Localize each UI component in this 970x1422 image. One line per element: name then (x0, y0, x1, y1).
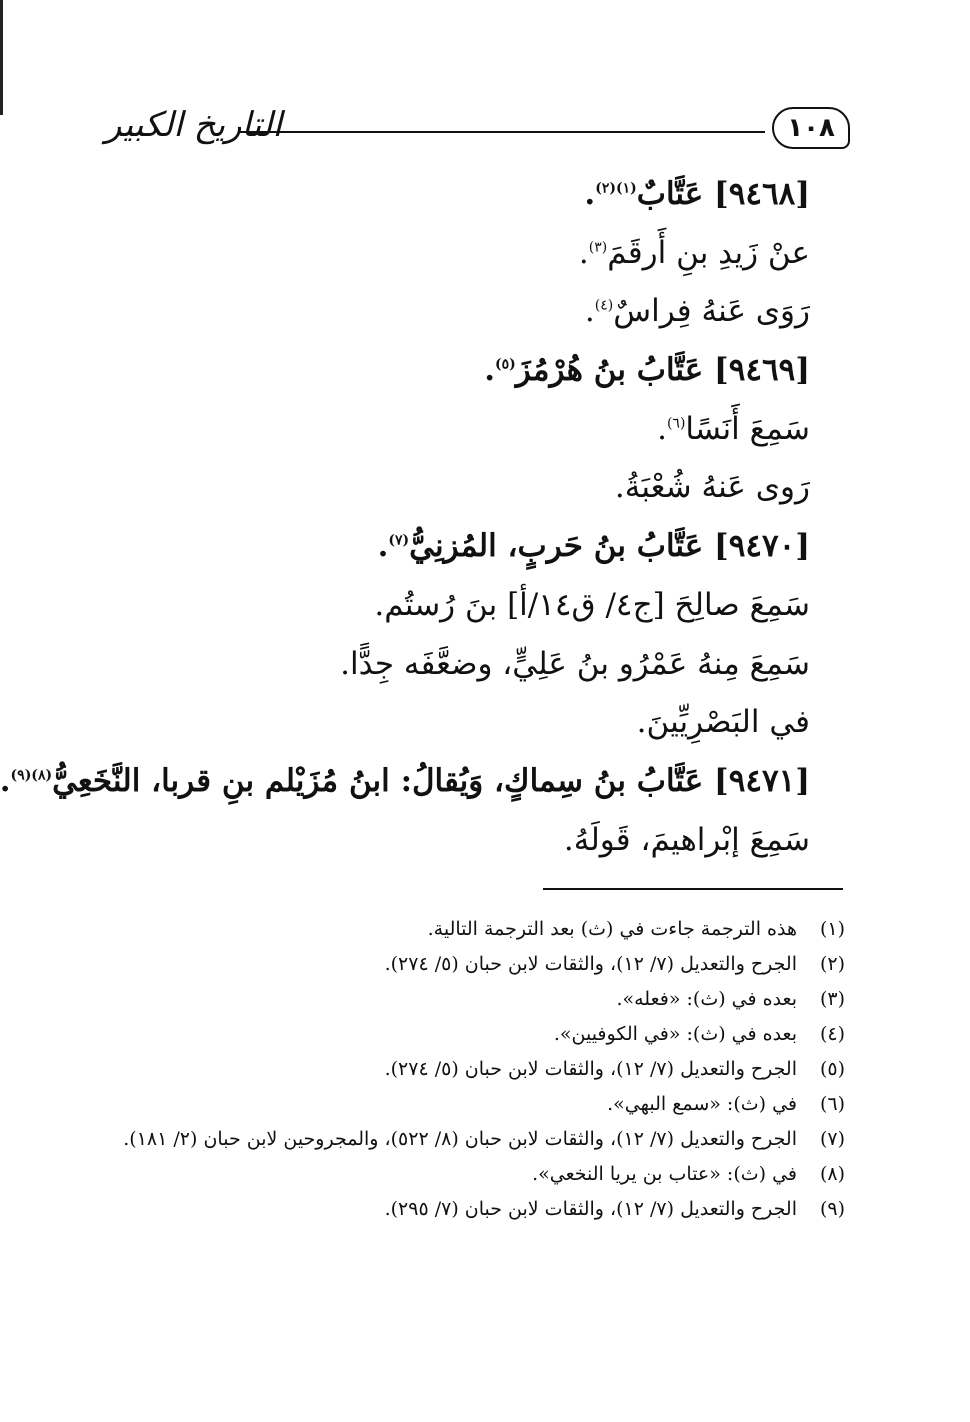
entry-line (110, 400, 810, 459)
entry-text: [٩٤٧٠] عَتَّابُ بنُ حَربٍ، المُزنِيُّ (409, 528, 810, 565)
footnote (100, 1192, 845, 1227)
footnote-text: بعده في (ث): «في الكوفيين». (553, 1023, 797, 1045)
footnote (100, 947, 845, 982)
entry-line (110, 693, 810, 752)
footnote-text: في (ث): «سمع البهي». (607, 1093, 797, 1115)
entry-line (110, 224, 810, 283)
book-title: التاريخ الكبير (105, 105, 282, 145)
entry-line (110, 635, 810, 694)
footnote-ref[interactable]: (٣) (588, 239, 608, 256)
entry-text: رَوَى عَنهُ فِراسٌ (613, 293, 810, 330)
footnote-text: الجرح والتعديل (٧/ ١٢)، والثقات لابن حبان (٥/ ٢٧٤). (384, 953, 797, 975)
footnote-number: (٣) (819, 988, 845, 1010)
footnote-ref[interactable]: (٧) (388, 532, 410, 549)
footnote (100, 1052, 845, 1087)
footnote-ref[interactable]: (٦) (666, 415, 686, 432)
entry-text: سَمِعَ مِنهُ عَمْرُو بنُ عَلِيٍّ، وضعَّفَه جِدًّا. (340, 645, 810, 682)
entry-heading (0, 752, 810, 811)
footnote-ref[interactable]: (٥) (495, 356, 516, 373)
entry-text: رَوى عَنهُ شُعْبَةُ. (614, 469, 810, 506)
entry-line (110, 282, 810, 341)
footnote-number: (٨) (819, 1163, 845, 1185)
footnote-ref[interactable]: (١)(٢) (595, 180, 637, 197)
footnote-number: (٧) (819, 1128, 845, 1150)
footnote-number: (٦) (819, 1093, 845, 1115)
footnote-ref[interactable]: (٨)(٩) (10, 767, 53, 784)
entry-end-mark: . (377, 528, 389, 565)
entry-line (110, 811, 810, 870)
entry-end-mark: . (657, 410, 667, 447)
entry-end-mark: . (578, 234, 589, 271)
footnote (100, 1017, 845, 1052)
footnote-text: الجرح والتعديل (٧/ ١٢)، والثقات لابن حبان (٥/ ٢٧٤). (384, 1058, 797, 1080)
entry-text: عنْ زَيدِ بنِ أَرقَمَ (607, 234, 810, 271)
footnotes (100, 912, 845, 1227)
page-number-badge: ١٠٨ (772, 107, 850, 149)
footnote-number: (٢) (819, 953, 845, 975)
entry-text: [٩٤٧١] عَتَّابُ بنُ سِماكٍ، وَيُقالُ: ابنُ مُزَيْلم بنِ قربا، النَّخَعِيُّ (52, 762, 810, 799)
entry-end-mark: . (484, 352, 496, 389)
footnote-text: الجرح والتعديل (٧/ ١٢)، والثقات لابن حبان (٧/ ٢٩٥). (384, 1198, 797, 1220)
entry-heading (110, 165, 810, 224)
footnote (100, 1087, 845, 1122)
entry-end-mark: . (584, 293, 595, 330)
entry-line (110, 576, 810, 635)
main-text (0, 165, 810, 869)
footnote-number: (١) (819, 918, 845, 940)
footnote-text: في (ث): «عتاب بن يريا النخعي». (532, 1163, 797, 1185)
footnote-text: بعده في (ث): «فعله». (616, 988, 797, 1010)
entry-end-mark: . (584, 176, 596, 212)
footnote-text: هذه الترجمة جاءت في (ث) بعد الترجمة التالية. (427, 918, 797, 940)
entry-text: في البَصْرِيِّينَ. (636, 704, 810, 741)
entry-end-mark: . (0, 762, 11, 799)
page-header (105, 105, 850, 157)
footnote-divider (543, 888, 843, 890)
entry-heading (110, 517, 810, 576)
footnote-ref[interactable]: (٤) (594, 298, 614, 315)
header-rule (240, 131, 765, 133)
entry-text: سَمِعَ إبْراهيمَ، قَولَهُ. (563, 821, 810, 858)
entry-heading (110, 341, 810, 400)
footnote-number: (٥) (819, 1058, 845, 1080)
footnote (100, 1157, 845, 1192)
entry-text: سَمِعَ صالِحَ [ج٤/ ق١٤/أ] بنَ رُستُم. (374, 586, 810, 623)
footnote (100, 912, 845, 947)
footnote-number: (٩) (819, 1198, 845, 1220)
footnote (100, 982, 845, 1017)
footnote (100, 1122, 845, 1157)
page-edge-line (0, 0, 3, 115)
entry-text: سَمِعَ أَنَسًا (685, 410, 810, 447)
footnote-number: (٤) (819, 1023, 845, 1045)
entry-text: [٩٤٦٨] عَتَّابٌ (636, 176, 810, 212)
entry-text: [٩٤٦٩] عَتَّابُ بنُ هُرْمُزَ (515, 352, 810, 389)
entry-line (110, 458, 810, 517)
footnote-text: الجرح والتعديل (٧/ ١٢)، والثقات لابن حبان (٨/ ٥٢٢)، والمجروحين لابن حبان (٢/ ١٨١). (123, 1128, 797, 1150)
